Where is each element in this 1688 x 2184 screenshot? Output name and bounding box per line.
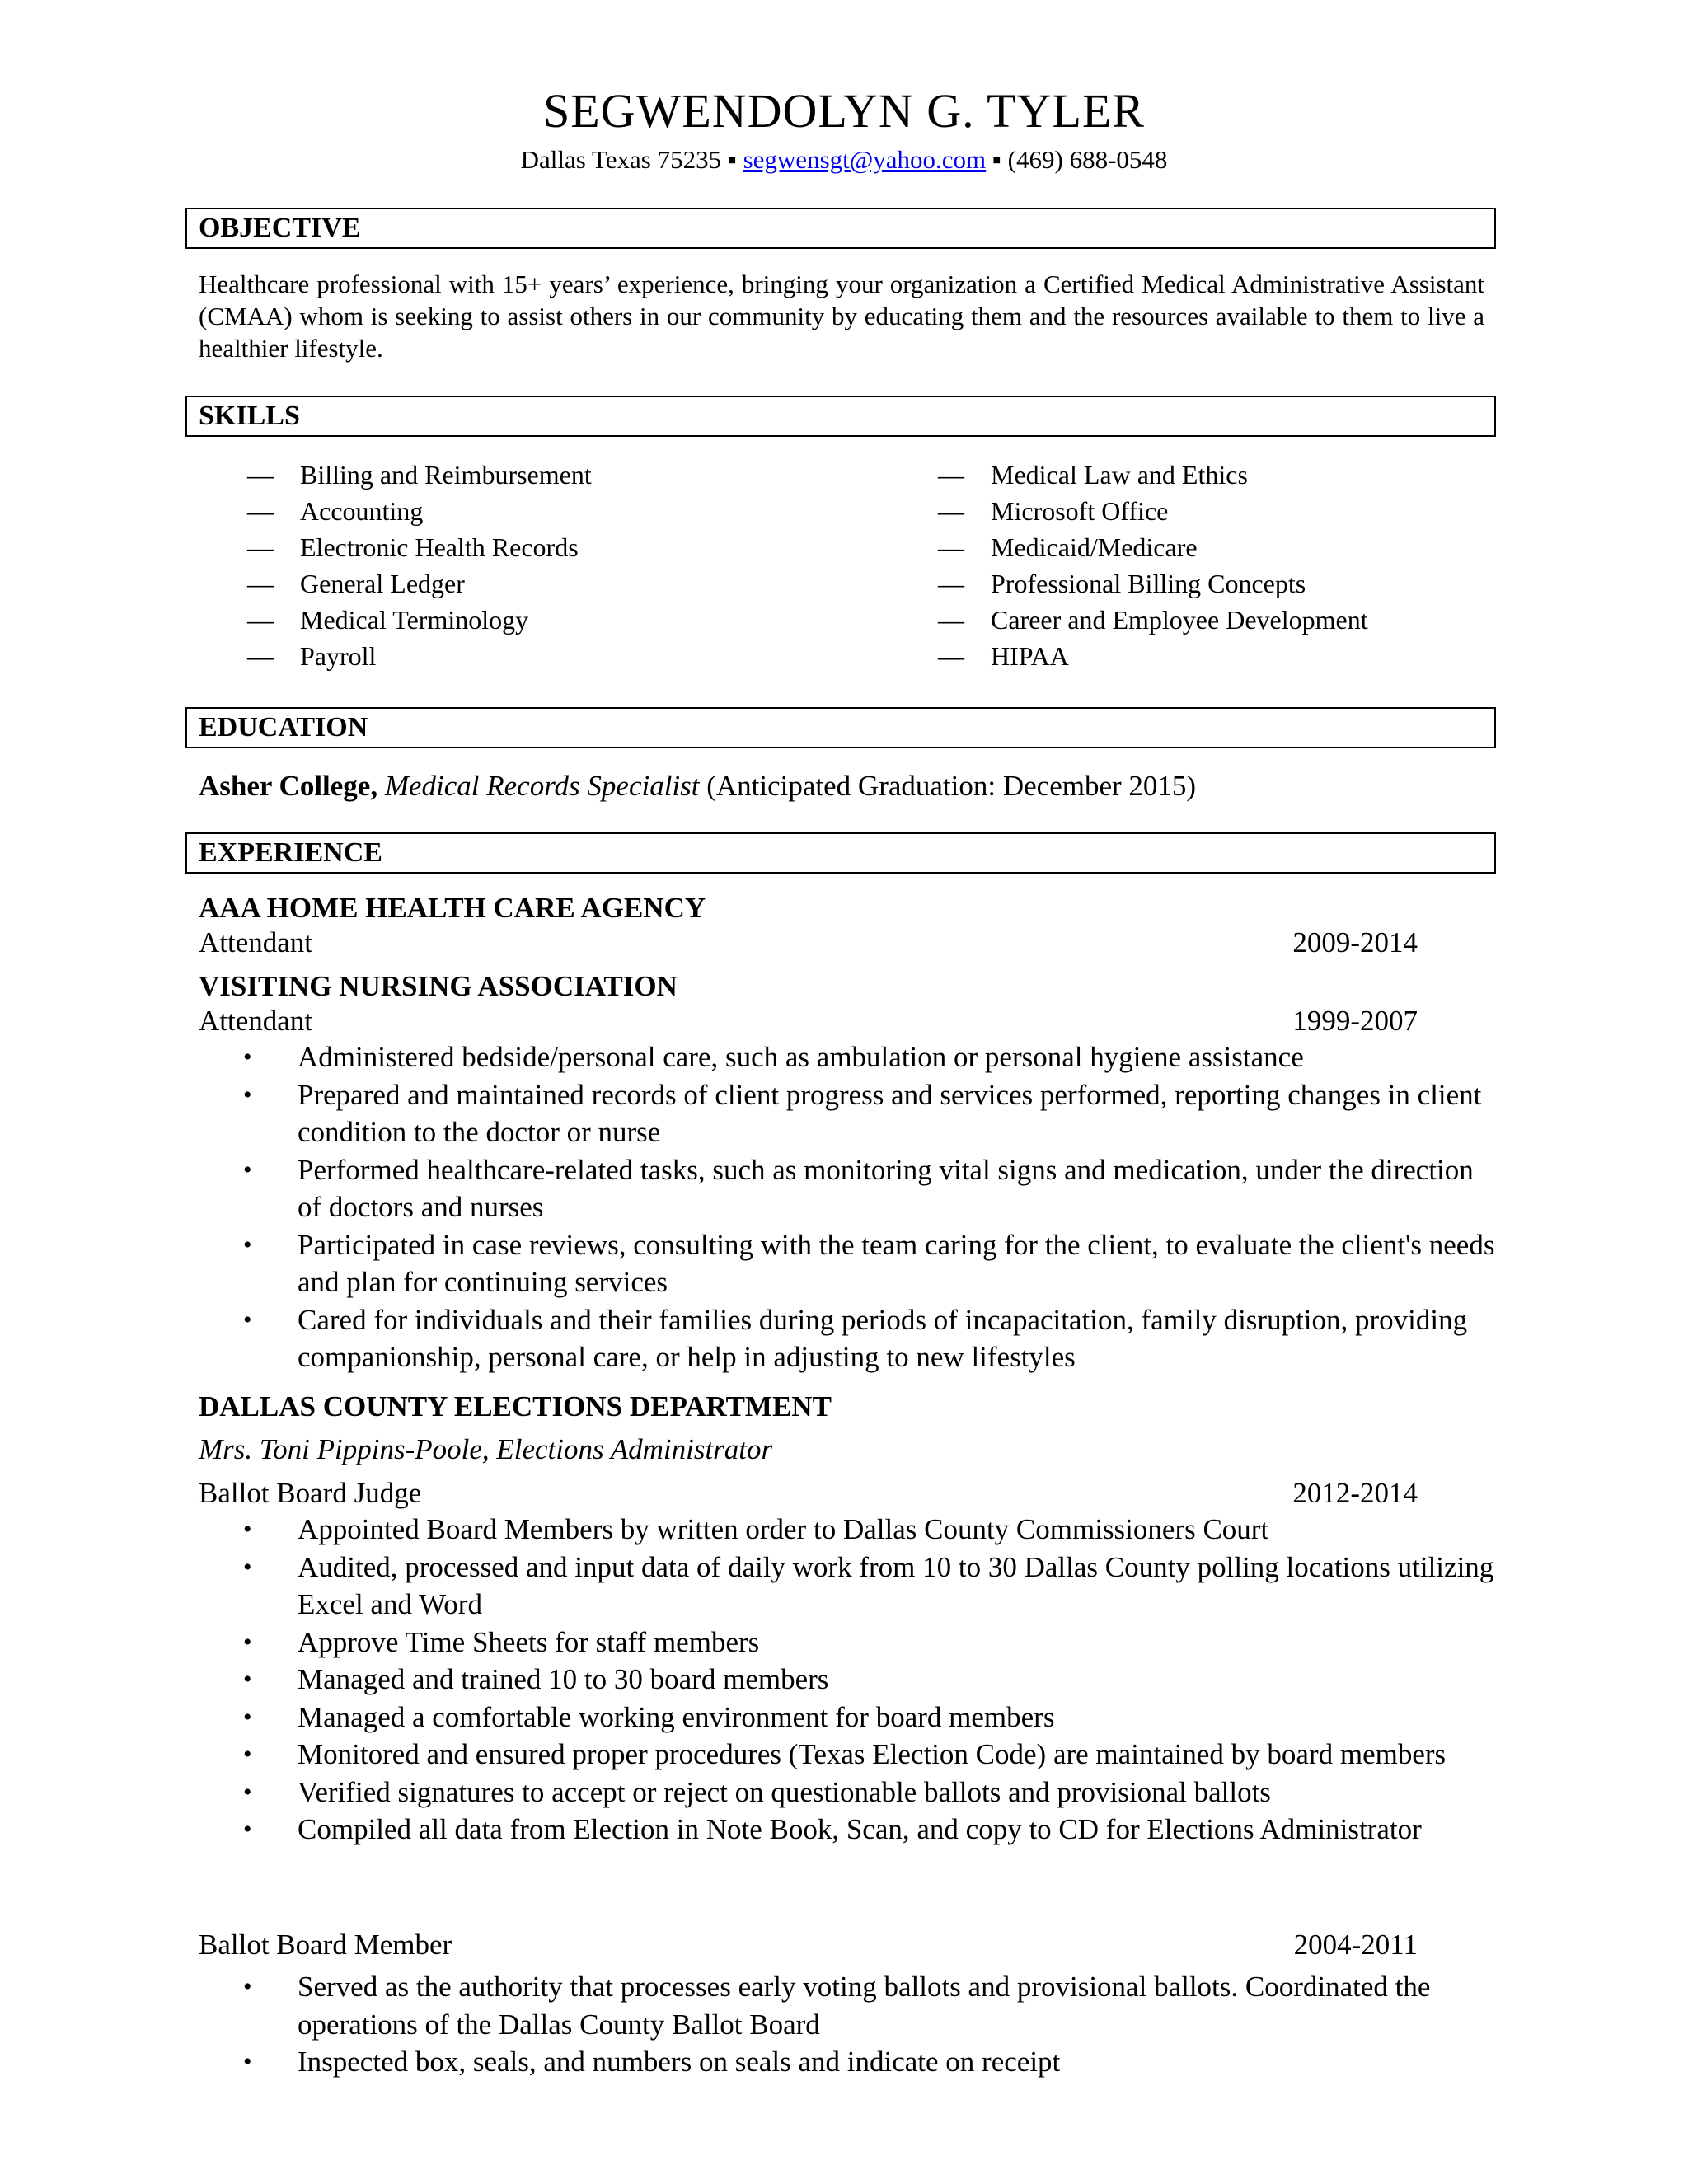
- bullet-marker: •: [243, 1973, 252, 2000]
- dash-marker: —: [938, 569, 964, 598]
- list-item: • Approve Time Sheets for staff members: [243, 1624, 1496, 1661]
- program-name: Medical Records Specialist: [384, 770, 700, 802]
- list-item: • Participated in case reviews, consulting with the team caring for the client, to evaluate the client's needs and plan for continuing services: [243, 1226, 1496, 1301]
- dash-marker: —: [938, 496, 964, 526]
- job-title: Ballot Board Judge: [199, 1477, 422, 1509]
- dash-marker: —: [247, 641, 274, 671]
- list-item: • Served as the authority that processes early voting ballots and provisional ballots. Coordinated the operations of the Dallas County Ballot Board: [243, 1968, 1496, 2043]
- list-item: • Administered bedside/personal care, such as ambulation or personal hygiene assistance: [243, 1038, 1496, 1076]
- candidate-name: SEGWENDOLYN G. TYLER: [543, 84, 1145, 138]
- bullet-marker: •: [243, 1628, 252, 1656]
- bullet-marker: •: [243, 1516, 252, 1543]
- job-title: Attendant: [199, 926, 313, 958]
- list-item: • Cared for individuals and their families during periods of incapacitation, family disruption, providing companionship, personal care, or help in adjusting to new lifestyles: [243, 1301, 1496, 1376]
- dash-marker: —: [938, 605, 964, 635]
- graduation-note: (Anticipated Graduation: December 2015): [706, 770, 1197, 802]
- separator: ▪: [992, 145, 1001, 174]
- skill-item: — Professional Billing Concepts: [938, 565, 1368, 602]
- list-item: • Managed and trained 10 to 30 board members: [243, 1661, 1496, 1699]
- dash-marker: —: [247, 605, 274, 635]
- list-item: • Managed a comfortable working environment for board members: [243, 1699, 1496, 1736]
- list-item: • Monitored and ensured proper procedures (Texas Election Code) are maintained by board members: [243, 1736, 1496, 1774]
- job-dates: 1999-2007: [1292, 1005, 1418, 1037]
- dash-marker: —: [938, 460, 964, 490]
- bullet-marker: •: [243, 1778, 252, 1806]
- bullet-marker: •: [243, 1080, 252, 1108]
- objective-heading: OBJECTIVE: [185, 208, 1496, 249]
- list-item: • Appointed Board Members by written order to Dallas County Commissioners Court: [243, 1511, 1496, 1549]
- bullet-marker: •: [243, 1703, 252, 1731]
- contact-line: [0, 143, 1688, 176]
- job-dates: 2012-2014: [1292, 1477, 1418, 1509]
- school-name: Asher College,: [199, 770, 378, 802]
- employer-name: AAA HOME HEALTH CARE AGENCY: [199, 892, 706, 924]
- job-dates: 2004-2011: [1293, 1929, 1418, 1961]
- email-link[interactable]: segwensgt@yahoo.com: [743, 145, 987, 174]
- education-heading: EDUCATION: [185, 707, 1496, 748]
- dash-marker: —: [247, 496, 274, 526]
- duties-list: [243, 1038, 1496, 1376]
- skill-item: — Medical Terminology: [247, 602, 592, 638]
- bullet-marker: •: [243, 1305, 252, 1333]
- bullet-marker: •: [243, 1741, 252, 1768]
- skill-item: — Medical Law and Ethics: [938, 457, 1368, 493]
- location: Dallas Texas 75235: [520, 145, 722, 174]
- skills-list-left: [247, 457, 592, 674]
- dash-marker: —: [247, 460, 274, 490]
- dash-marker: —: [247, 532, 274, 562]
- duties-list: [243, 1968, 1496, 2081]
- bullet-marker: •: [243, 1553, 252, 1581]
- separator: ▪: [727, 145, 737, 174]
- bullet-marker: •: [243, 1155, 252, 1183]
- skill-item: — Billing and Reimbursement: [247, 457, 592, 493]
- list-item: • Inspected box, seals, and numbers on seals and indicate on receipt: [243, 2043, 1496, 2081]
- employer-name: VISITING NURSING ASSOCIATION: [199, 970, 678, 1002]
- list-item: • Verified signatures to accept or reject on questionable ballots and provisional ballots: [243, 1774, 1496, 1811]
- employer-name: DALLAS COUNTY ELECTIONS DEPARTMENT: [199, 1390, 832, 1422]
- skill-item: — Career and Employee Development: [938, 602, 1368, 638]
- bullet-marker: •: [243, 1043, 252, 1071]
- list-item: • Prepared and maintained records of client progress and services performed, reporting changes in client condition to the doctor or nurse: [243, 1076, 1496, 1151]
- experience-heading: EXPERIENCE: [185, 832, 1496, 874]
- skill-item: — HIPAA: [938, 638, 1368, 674]
- dash-marker: —: [938, 641, 964, 671]
- dash-marker: —: [938, 532, 964, 562]
- skill-item: — Medicaid/Medicare: [938, 529, 1368, 565]
- bullet-marker: •: [243, 1230, 252, 1258]
- job-title: Ballot Board Member: [199, 1929, 452, 1961]
- bullet-marker: •: [243, 2048, 252, 2075]
- skill-item: — Payroll: [247, 638, 592, 674]
- dash-marker: —: [247, 569, 274, 598]
- list-item: • Audited, processed and input data of daily work from 10 to 30 Dallas County polling locations utilizing Excel and Word: [243, 1549, 1496, 1624]
- skill-item: — Electronic Health Records: [247, 529, 592, 565]
- list-item: • Compiled all data from Election in Note Book, Scan, and copy to CD for Elections Administrator: [243, 1811, 1496, 1849]
- education-entry: [199, 768, 1196, 804]
- duties-list: [243, 1511, 1496, 1849]
- skills-list-right: [938, 457, 1368, 674]
- bullet-marker: •: [243, 1666, 252, 1693]
- objective-text: Healthcare professional with 15+ years’ experience, bringing your organization a Certified Medical Administrative Assistant (CMAA) whom is seeking to assist others in our community by educating them and the resources available to them to live a healthier lifestyle.: [199, 269, 1484, 363]
- skill-item: — Microsoft Office: [938, 493, 1368, 529]
- skill-item: — Accounting: [247, 493, 592, 529]
- supervisor-name: Mrs. Toni Pippins-Poole, Elections Administrator: [199, 1433, 773, 1465]
- phone: (469) 688-0548: [1007, 145, 1168, 174]
- job-title: Attendant: [199, 1005, 313, 1037]
- job-dates: 2009-2014: [1292, 926, 1418, 958]
- skill-item: — General Ledger: [247, 565, 592, 602]
- bullet-marker: •: [243, 1816, 252, 1843]
- list-item: • Performed healthcare-related tasks, such as monitoring vital signs and medication, under the direction of doctors and nurses: [243, 1151, 1496, 1226]
- skills-heading: SKILLS: [185, 396, 1496, 437]
